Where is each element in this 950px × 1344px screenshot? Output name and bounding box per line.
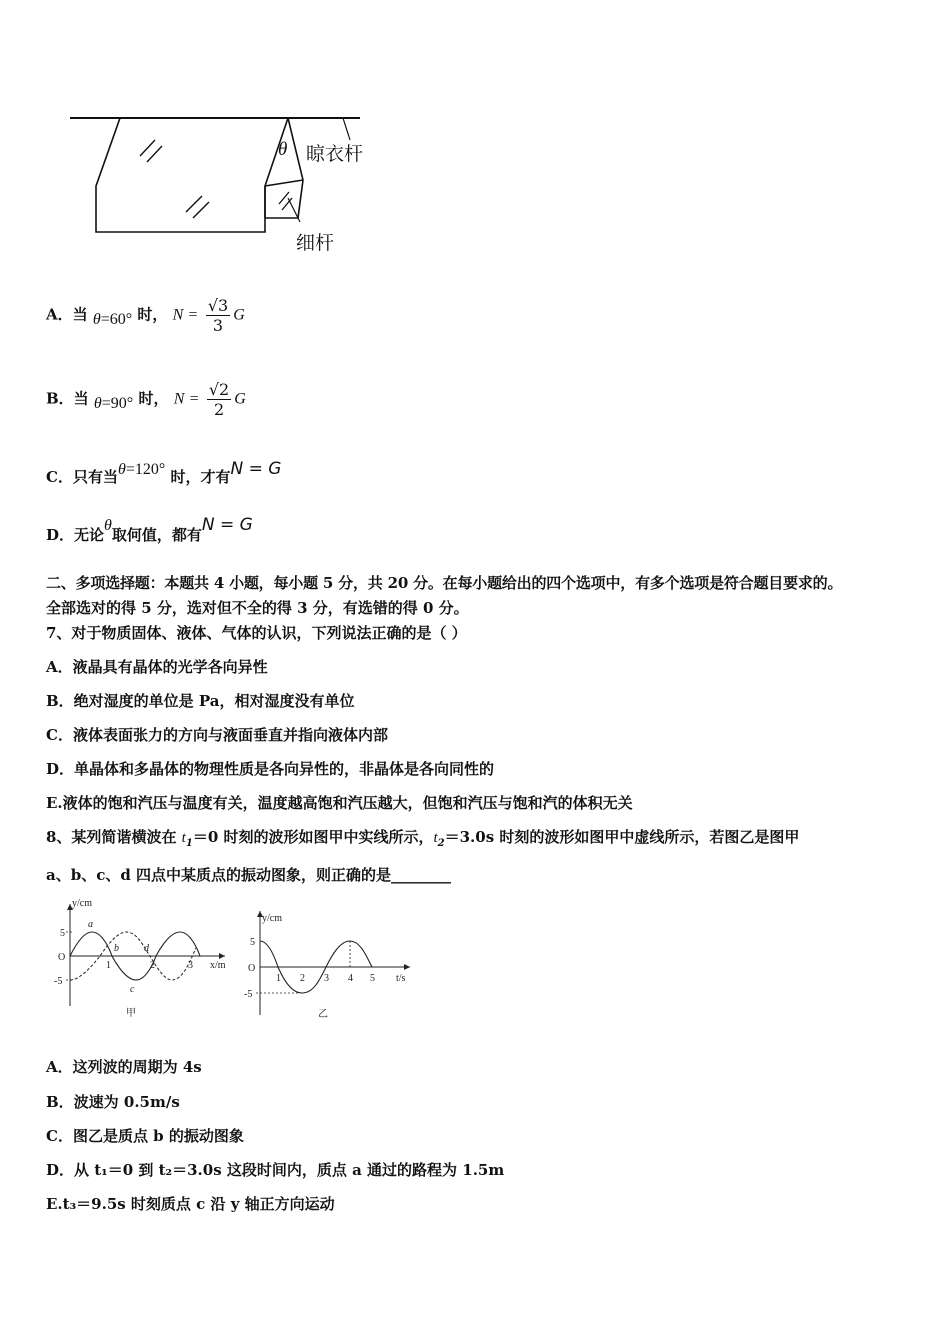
- option-mid-text: 时，: [138, 389, 169, 408]
- yi-origin: O: [248, 963, 256, 974]
- q8-stem-line2: a、b、c、d 四点中某质点的振动图象，则正确的是________: [46, 866, 452, 884]
- yi-x-tick-1: 1: [276, 973, 281, 984]
- q8-stem-line1: [46, 826, 799, 849]
- section2-heading-line2: 全部选对的得 5 分，选对但不全的得 3 分，有选错的得 0 分。: [46, 599, 469, 617]
- yi-y-tick-neg5: -5: [244, 989, 253, 1000]
- yi-caption: 乙: [318, 1009, 328, 1020]
- stem-text: ＝3.0s 时刻的波形如图甲中虚线所示，若图乙是图甲: [444, 828, 800, 846]
- jia-x-tick-2: 2: [150, 960, 155, 971]
- section2-heading-line1: 二、多项选择题：本题共 4 小题，每小题 5 分，共 20 分。在每小题给出的四个选项中，有多个选项是符合题目要求的。: [46, 574, 843, 592]
- n-symbol: N: [172, 306, 184, 324]
- clothes-rod-diagram: [60, 100, 420, 260]
- n-equals-g: N = G: [230, 459, 282, 479]
- q6-option-d: [46, 514, 253, 544]
- fraction: [207, 380, 231, 419]
- jia-origin: O: [58, 952, 66, 963]
- jia-y-label: y/cm: [72, 898, 92, 909]
- yi-y-label: y/cm: [262, 913, 282, 924]
- q7-stem: 7、对于物质固体、液体、气体的认识，下列说法正确的是（ ）: [46, 624, 467, 642]
- q7-option-a: A．液晶具有晶体的光学各向异性: [46, 658, 268, 676]
- thin-rod-label: 细杆: [296, 232, 335, 254]
- theta-symbol: θ: [117, 461, 126, 478]
- yi-x-tick-3: 3: [324, 973, 329, 984]
- q6-option-a: [46, 296, 245, 335]
- theta-label: θ: [278, 139, 288, 160]
- option-prefix: C．只有当: [46, 468, 118, 486]
- jia-caption: 甲: [126, 1008, 136, 1019]
- n-symbol: N: [173, 390, 185, 408]
- jia-point-d: d: [144, 943, 149, 954]
- q7-option-e: E.液体的饱和汽压与温度有关，温度越高饱和汽压越大，但饱和汽压与饱和汽的体积无关: [46, 794, 633, 812]
- option-prefix: B．当: [46, 389, 89, 408]
- theta-symbol: θ: [104, 517, 112, 534]
- jia-point-c: c: [130, 984, 135, 995]
- t2-symbol: t: [433, 830, 438, 846]
- option-mid-text: 取何值，都有: [111, 526, 202, 544]
- q7-option-c: C．液体表面张力的方向与液面垂直并指向液体内部: [46, 726, 388, 744]
- yi-x-label: t/s: [396, 973, 406, 984]
- g-symbol: G: [234, 390, 246, 408]
- option-prefix: A．当: [46, 305, 88, 324]
- yi-x-tick-4: 4: [348, 973, 353, 984]
- q8-option-b: B．波速为 0.5m/s: [46, 1093, 180, 1111]
- stem-text: ＝0 时刻的波形如图甲中实线所示，: [192, 828, 434, 846]
- t2-subscript: 2: [437, 838, 445, 849]
- q8-option-e: E.t₃＝9.5s 时刻质点 c 沿 y 轴正方向运动: [46, 1195, 335, 1213]
- fraction-denominator: 2: [213, 400, 225, 419]
- equals-sign: =: [189, 390, 199, 408]
- jia-x-label: x/m: [210, 960, 226, 971]
- wave-graph-jia: [40, 896, 240, 1026]
- clothes-rod-label: 晾衣杆: [306, 143, 364, 165]
- jia-y-tick-5: 5: [60, 928, 65, 939]
- option-prefix: D．无论: [46, 526, 105, 544]
- vibration-graph-yi: [238, 905, 428, 1030]
- stem-text: 8、某列简谐横波在: [46, 828, 182, 846]
- angle-condition: =120°: [125, 461, 166, 478]
- q7-option-d: D．单晶体和多晶体的物理性质是各向异性的，非晶体是各向同性的: [46, 760, 495, 778]
- yi-x-tick-2: 2: [300, 973, 305, 984]
- q8-option-c: C．图乙是质点 b 的振动图象: [46, 1127, 244, 1145]
- q6-option-b: [46, 380, 246, 419]
- q7-option-b: B．绝对湿度的单位是 Pa，相对湿度没有单位: [46, 692, 355, 710]
- angle-condition: =60°: [100, 310, 133, 328]
- jia-y-tick-neg5: -5: [54, 976, 63, 987]
- g-symbol: G: [233, 306, 245, 324]
- fraction-denominator: 3: [212, 316, 224, 335]
- jia-x-tick-1: 1: [106, 960, 111, 971]
- q8-option-d: D．从 t₁＝0 到 t₂＝3.0s 这段时间内，质点 a 通过的路程为 1.5m: [46, 1161, 505, 1179]
- equals-sign: =: [188, 306, 198, 324]
- jia-point-a: a: [88, 919, 93, 930]
- theta-symbol: θ: [93, 394, 102, 412]
- fraction: [206, 296, 230, 335]
- n-equals-g: N = G: [201, 515, 253, 535]
- yi-x-tick-5: 5: [370, 973, 375, 984]
- fraction-numerator: √2: [208, 380, 230, 399]
- q8-option-a: A．这列波的周期为 4s: [46, 1058, 202, 1076]
- option-mid-text: 时，才有: [170, 468, 231, 486]
- theta-symbol: θ: [92, 310, 101, 328]
- option-mid-text: 时，: [137, 305, 168, 324]
- jia-x-tick-3: 3: [188, 960, 193, 971]
- q6-option-c: [46, 458, 282, 486]
- jia-point-b: b: [114, 943, 119, 954]
- angle-condition: =90°: [101, 394, 134, 412]
- t1-symbol: t: [181, 830, 186, 846]
- yi-y-tick-5: 5: [250, 937, 255, 948]
- t1-subscript: 1: [185, 838, 193, 849]
- fraction-numerator: √3: [207, 296, 229, 315]
